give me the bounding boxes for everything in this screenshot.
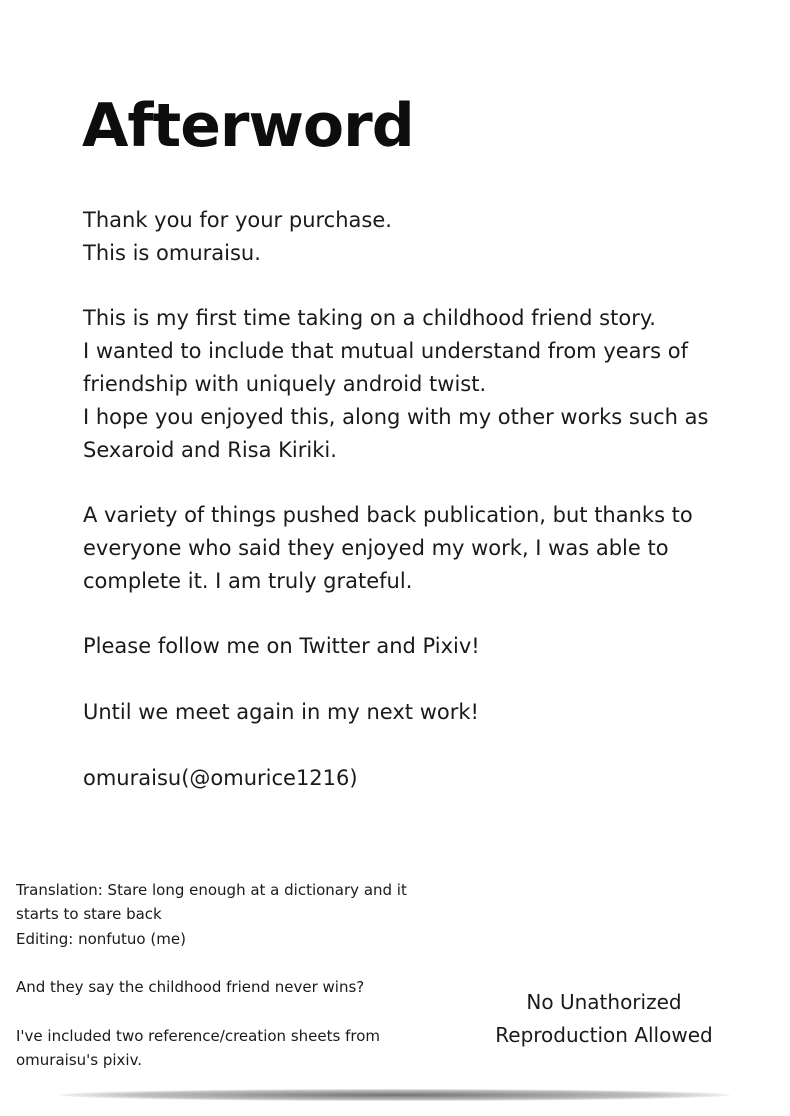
afterword-body	[83, 204, 723, 794]
note-paragraph	[16, 878, 466, 951]
page-bottom-shadow	[60, 1089, 730, 1101]
note-line: omuraisu's pixiv.	[16, 1051, 143, 1070]
body-line: everyone who said they enjoyed my work, I was able to	[83, 535, 669, 560]
note-paragraph	[16, 1024, 466, 1073]
note-line: starts to stare back	[16, 905, 162, 924]
page-title: Afterword	[82, 91, 414, 161]
body-line: I hope you enjoyed this, along with my other works such as	[83, 404, 709, 429]
author-signature	[83, 762, 723, 795]
translator-notes	[16, 878, 466, 1072]
body-line: complete it. I am truly grateful.	[83, 568, 413, 593]
body-line: friendship with uniquely android twist.	[83, 371, 487, 396]
paragraph	[83, 696, 723, 729]
note-line: Translation: Stare long enough at a dictionary and it	[16, 881, 407, 899]
body-line: I wanted to include that mutual understand from years of	[83, 339, 689, 364]
note-line: I've included two reference/creation sheets from	[16, 1026, 380, 1045]
body-line: omuraisu(@omurice1216)	[83, 765, 358, 790]
notice-line: No Unathorized	[526, 990, 682, 1014]
body-line: Thank you for your purchase.	[83, 208, 392, 232]
note-line: Editing: nonfutuo (me)	[16, 929, 186, 948]
paragraph	[83, 302, 723, 466]
paragraph	[83, 630, 723, 663]
note-line: And they say the childhood friend never wins?	[16, 978, 365, 997]
copyright-notice	[478, 986, 730, 1051]
body-line: A variety of things pushed back publication, but thanks to	[83, 503, 693, 528]
paragraph	[83, 204, 723, 270]
body-line: Until we meet again in my next work!	[83, 699, 479, 724]
note-paragraph	[16, 975, 466, 999]
body-line: This is omuraisu.	[83, 240, 261, 265]
notice-line: Reproduction Allowed	[495, 1022, 713, 1047]
paragraph	[83, 499, 723, 597]
body-line: Sexaroid and Risa Kiriki.	[83, 437, 337, 462]
body-line: Please follow me on Twitter and Pixiv!	[83, 634, 480, 659]
body-line: This is my first time taking on a childhood friend story.	[83, 306, 656, 331]
